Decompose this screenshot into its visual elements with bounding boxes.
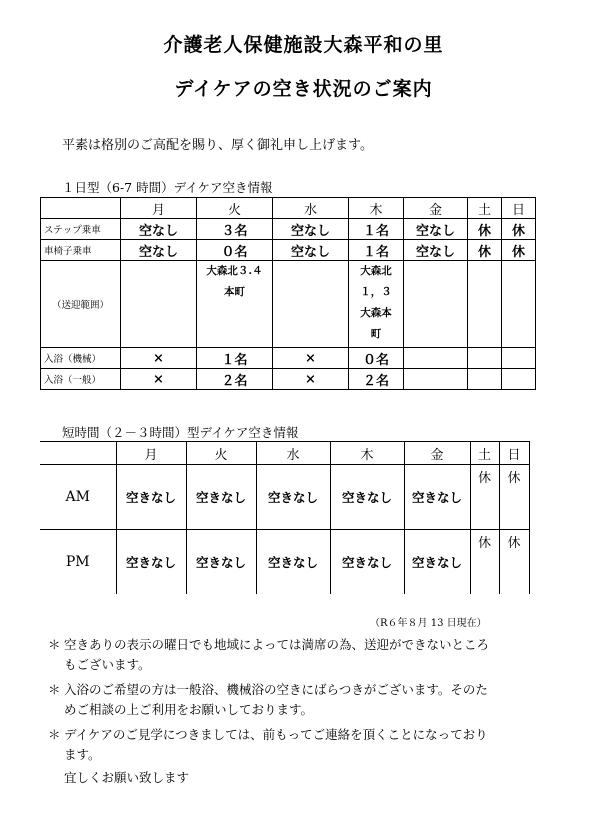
table-row xyxy=(41,369,536,390)
closing-text: 宜しくお願い致します xyxy=(64,770,190,785)
day-header: 金 xyxy=(404,442,470,465)
day-header: 火 xyxy=(197,198,273,219)
note-text: デイケアのご見学につきましては、前もってご連絡を頂くことになっており xyxy=(64,727,488,742)
table-cell: 休 xyxy=(468,219,502,240)
day-header: 日 xyxy=(502,198,536,219)
table-cell: 空きなし xyxy=(186,465,256,530)
row-label-wheelchair: 車椅子乗車 xyxy=(41,240,121,261)
table-row xyxy=(40,465,529,530)
note-item xyxy=(48,680,578,720)
table-cell xyxy=(404,369,468,390)
table-cell xyxy=(468,369,502,390)
table-cell xyxy=(121,261,197,348)
note-text: めご相談の上ご利用をお願いしております。 xyxy=(64,702,314,717)
note-text: 空きありの表示の曜日でも地域によっては満席の為、送迎ができないところ xyxy=(64,637,490,652)
table-cell: × xyxy=(273,369,349,390)
as-of-date: （R６年８月 13 日現在） xyxy=(370,618,487,629)
day-header: 月 xyxy=(121,198,197,219)
row-label-bath-machine: 入浴（機械） xyxy=(41,348,121,369)
table-cell: 空きなし xyxy=(116,465,186,530)
service-area-tue: 大森北３.４ 本町 xyxy=(197,261,273,348)
table-cell: 休 xyxy=(470,530,499,595)
note-bullet: ＊ xyxy=(48,682,61,697)
table-cell: ０名 xyxy=(349,348,404,369)
table-cell: 空きなし xyxy=(256,465,330,530)
row-label-step: ステップ乗車 xyxy=(41,219,121,240)
table-cell xyxy=(502,369,536,390)
table-cell: 休 xyxy=(470,465,499,530)
day-header: 水 xyxy=(273,198,349,219)
table-row xyxy=(41,219,536,240)
table-cell: × xyxy=(273,348,349,369)
full-day-caption: １日型（6-7 時間）デイケア空き情報 xyxy=(62,180,273,195)
header-corner xyxy=(40,442,116,465)
table-cell: ２名 xyxy=(197,369,273,390)
row-label-service-area: （送迎範囲） xyxy=(41,261,121,348)
table-cell xyxy=(502,348,536,369)
note-text: 入浴のご希望の方は一般浴、機械浴の空きにばらつきがございます。そのた xyxy=(64,682,488,697)
table-cell: 空きなし xyxy=(330,530,404,595)
table-cell: ０名 xyxy=(197,240,273,261)
note-item xyxy=(48,725,578,765)
table-cell: 休 xyxy=(499,530,529,595)
day-header: 月 xyxy=(116,442,186,465)
note-text: もございます。 xyxy=(64,657,151,672)
document-title: デイケアの空き状況のご案内 xyxy=(174,78,433,100)
table-cell: 休 xyxy=(502,240,536,261)
short-stay-caption: 短時間（２－３時間）型デイケア空き情報 xyxy=(62,425,299,440)
day-header: 火 xyxy=(186,442,256,465)
row-label-am: AM xyxy=(40,465,116,530)
table-cell: 空きなし xyxy=(404,465,470,530)
table-cell: ３名 xyxy=(197,219,273,240)
table-cell: 空きなし xyxy=(116,530,186,595)
row-label-bath-general: 入浴（一般） xyxy=(41,369,121,390)
full-day-availability-table xyxy=(40,197,536,390)
table-cell: 空きなし xyxy=(404,530,470,595)
table-cell: 空なし xyxy=(273,219,349,240)
row-label-pm: PM xyxy=(40,530,116,595)
header-corner xyxy=(41,198,121,219)
table-cell: 休 xyxy=(502,219,536,240)
table-cell: １名 xyxy=(349,219,404,240)
table-row xyxy=(41,348,536,369)
table-cell xyxy=(502,261,536,348)
service-area-thu: 大森北 １，３ 大森本 町 xyxy=(349,261,404,348)
table-cell: × xyxy=(121,348,197,369)
short-stay-availability-table xyxy=(40,441,530,594)
note-item xyxy=(48,635,578,675)
table-cell xyxy=(404,261,468,348)
table-cell: 空なし xyxy=(404,219,468,240)
table-cell: ２名 xyxy=(349,369,404,390)
table-cell xyxy=(468,348,502,369)
day-header: 木 xyxy=(330,442,404,465)
day-header: 金 xyxy=(404,198,468,219)
table-header-row xyxy=(40,442,529,465)
table-cell: 空きなし xyxy=(256,530,330,595)
table-cell xyxy=(273,261,349,348)
day-header: 木 xyxy=(349,198,404,219)
table-cell: １名 xyxy=(197,348,273,369)
table-cell: × xyxy=(121,369,197,390)
day-header: 日 xyxy=(499,442,529,465)
table-cell: 空きなし xyxy=(186,530,256,595)
table-cell: 空なし xyxy=(404,240,468,261)
table-cell: 空なし xyxy=(273,240,349,261)
table-cell: 空なし xyxy=(121,219,197,240)
note-bullet: ＊ xyxy=(48,727,61,742)
table-cell: 休 xyxy=(468,240,502,261)
day-header: 土 xyxy=(468,198,502,219)
table-row xyxy=(41,261,536,348)
table-cell: 空なし xyxy=(121,240,197,261)
table-cell xyxy=(468,261,502,348)
note-bullet: ＊ xyxy=(48,637,61,652)
note-text: ます。 xyxy=(64,747,101,762)
day-header: 水 xyxy=(256,442,330,465)
table-row xyxy=(41,240,536,261)
table-header-row xyxy=(41,198,536,219)
table-cell: １名 xyxy=(349,240,404,261)
day-header: 土 xyxy=(470,442,499,465)
greeting-text: 平素は格別のご高配を賜り、厚く御礼申し上げます。 xyxy=(62,138,373,153)
table-cell: 空きなし xyxy=(330,465,404,530)
table-cell xyxy=(404,348,468,369)
facility-title: 介護老人保健施設大森平和の里 xyxy=(163,34,444,56)
table-cell: 休 xyxy=(499,465,529,530)
table-row xyxy=(40,530,529,595)
